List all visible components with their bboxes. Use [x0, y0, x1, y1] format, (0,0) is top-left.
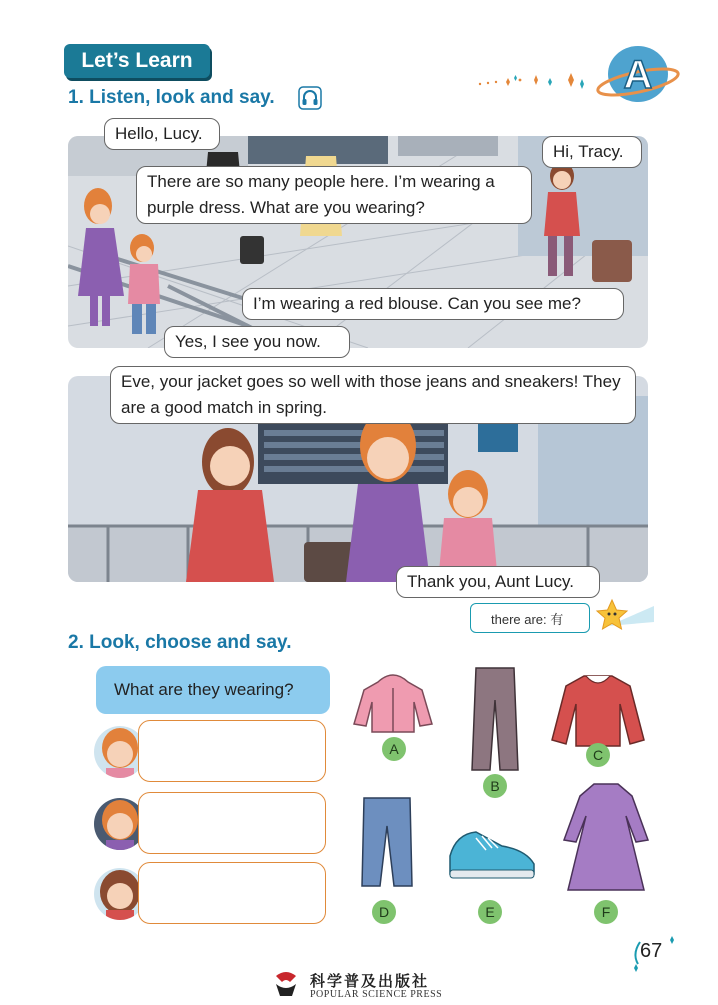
sneakers-icon[interactable] [446, 826, 538, 882]
bubble-hello-lucy: Hello, Lucy. [104, 118, 220, 150]
section-2-title: 2. Look, choose and say. [68, 632, 292, 653]
option-c-label: C [586, 743, 610, 767]
option-a-label: A [382, 737, 406, 761]
bubble-tracy-dress: There are so many people here. I’m wearing a purple dress. What are you wearing? [136, 166, 532, 224]
bubble-see-you: Yes, I see you now. [164, 326, 350, 358]
publisher-name-en: POPULAR SCIENCE PRESS [310, 989, 443, 1000]
lets-learn-label: Let’s Learn [64, 44, 210, 78]
option-e-label: E [478, 900, 502, 924]
bubble-jacket-match: Eve, your jacket goes so well with those jeans and sneakers! They are a good match in spring. [110, 366, 636, 424]
bubble-lucy-blouse: I’m wearing a red blouse. Can you see me? [242, 288, 624, 320]
grey-trousers-icon[interactable] [470, 666, 520, 772]
option-b-label: B [483, 774, 507, 798]
red-blouse-icon[interactable] [550, 670, 646, 748]
star-icon [588, 596, 654, 638]
purple-dress-icon[interactable] [560, 780, 652, 894]
option-f-label: F [594, 900, 618, 924]
letter-a-badge [596, 36, 680, 104]
answer-box-1[interactable] [138, 720, 326, 782]
answer-box-2[interactable] [138, 792, 326, 854]
page-number: 67 [640, 940, 663, 962]
sparkle-decoration [476, 68, 596, 92]
question-box: What are they wearing? [96, 666, 330, 714]
bubble-hi-tracy: Hi, Tracy. [542, 136, 642, 168]
vocabulary-note: there are: 有 [470, 603, 590, 633]
option-d-label: D [372, 900, 396, 924]
letter-a: A [623, 53, 653, 97]
headphone-icon[interactable] [298, 86, 322, 110]
publisher-name-cn: 科学普及出版社 [310, 972, 430, 990]
pink-hoodie-icon[interactable] [352, 672, 434, 734]
publisher-logo [272, 970, 300, 998]
section-1-title: 1. Listen, look and say. [68, 87, 275, 108]
jeans-icon[interactable] [360, 796, 414, 888]
answer-box-3[interactable] [138, 862, 326, 924]
bubble-thank-you: Thank you, Aunt Lucy. [396, 566, 600, 598]
